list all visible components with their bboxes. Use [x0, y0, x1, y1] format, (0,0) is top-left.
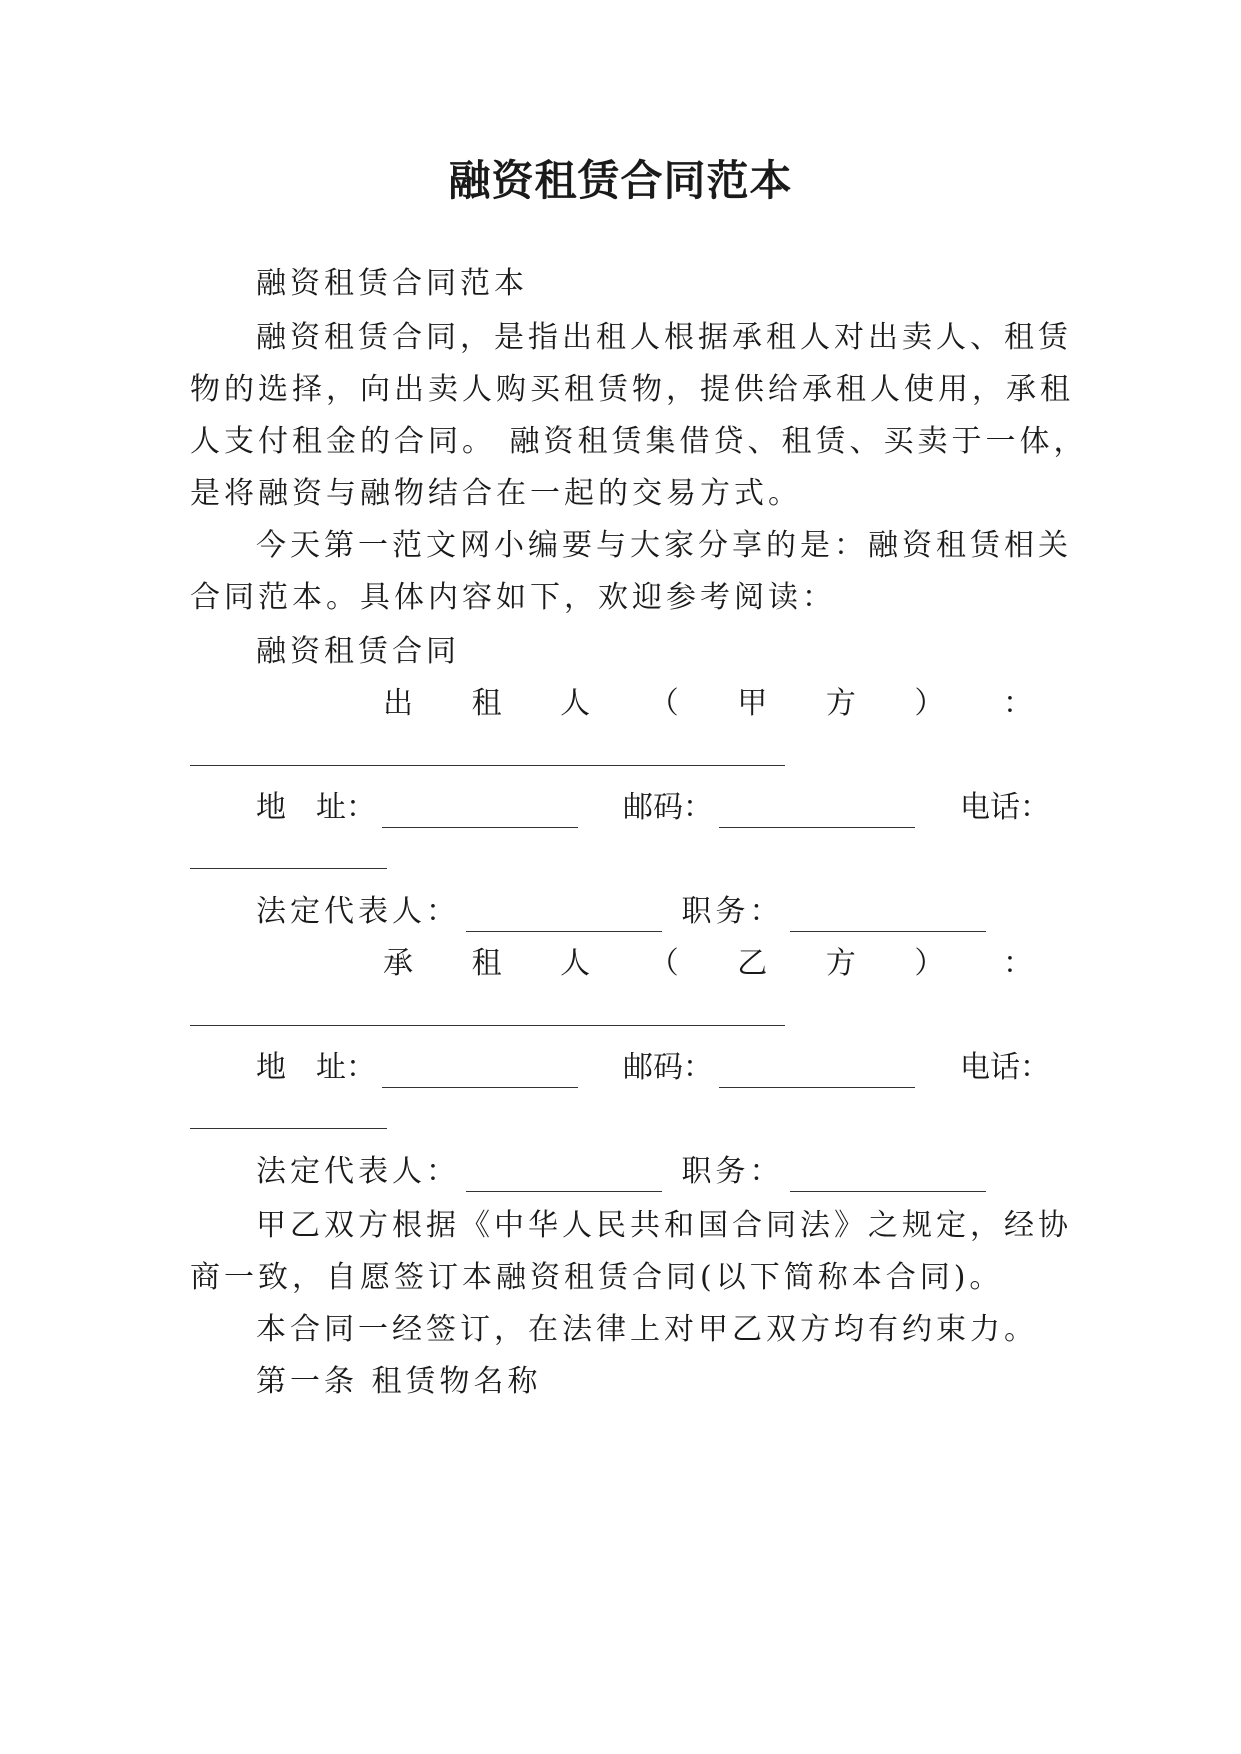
lessor-label	[383, 684, 1033, 724]
lessee-legal-row	[256, 1152, 992, 1192]
paragraph-line: 商一致，自愿签订本融资租赁合同(以下简称本合同)。	[190, 1260, 1004, 1295]
lessee-char: ）	[914, 946, 945, 981]
document-title: 融资租赁合同范本	[448, 156, 793, 205]
phone-blank[interactable]	[190, 868, 387, 869]
lessee-char: （	[648, 946, 679, 981]
paragraph-heading: 融资租赁合同范本	[256, 266, 528, 301]
lessor-char: （	[648, 686, 679, 721]
lessee-char: ：	[1002, 946, 1033, 981]
phone-label: 电话：	[960, 1050, 1050, 1085]
lessee-contact-row	[256, 1048, 1050, 1088]
contract-heading: 融资租赁合同	[256, 634, 460, 669]
position-label: 职务：	[681, 1154, 784, 1189]
lessor-char: ）	[914, 686, 945, 721]
paragraph-line: 融资租赁合同，是指出租人根据承租人对出卖人、租赁	[256, 320, 1072, 355]
paragraph-line: 今天第一范文网小编要与大家分享的是：融资租赁相关	[256, 528, 1072, 563]
phone-blank[interactable]	[190, 1128, 387, 1129]
lessee-label	[383, 944, 1033, 984]
legal-rep-label: 法定代表人：	[256, 1154, 460, 1189]
paragraph-line: 本合同一经签订，在法律上对甲乙双方均有约束力。	[256, 1312, 1038, 1347]
postcode-blank[interactable]	[719, 799, 915, 828]
position-blank[interactable]	[790, 1163, 986, 1192]
postcode-label: 邮码：	[623, 1050, 713, 1085]
postcode-label: 邮码：	[623, 790, 713, 825]
phone-label: 电话：	[960, 790, 1050, 825]
lessee-char: 人	[560, 946, 591, 981]
lessor-contact-row	[256, 788, 1050, 828]
address-field	[256, 788, 584, 828]
paragraph-line: 物的选择，向出卖人购买租赁物，提供给承租人使用，承租	[190, 372, 1074, 407]
article-heading: 第一条 租赁物名称	[256, 1364, 542, 1399]
lessee-char: 方	[825, 946, 856, 981]
lessor-char: ：	[1002, 686, 1033, 721]
paragraph-line: 是将融资与融物结合在一起的交易方式。	[190, 476, 802, 511]
lessee-char: 乙	[737, 946, 768, 981]
address-blank[interactable]	[382, 799, 578, 828]
lessee-name-blank[interactable]	[190, 1025, 785, 1026]
paragraph-line: 甲乙双方根据《中华人民共和国合同法》之规定，经协	[256, 1208, 1072, 1243]
lessor-name-blank[interactable]	[190, 765, 785, 766]
address-field	[256, 1048, 584, 1088]
lessor-char: 租	[471, 686, 502, 721]
address-label: 地 址：	[256, 790, 376, 825]
postcode-field	[623, 1048, 921, 1088]
lessor-char: 方	[825, 686, 856, 721]
lessor-char: 出	[383, 686, 413, 721]
postcode-field	[623, 788, 921, 828]
position-label: 职务：	[681, 894, 784, 929]
position-blank[interactable]	[790, 903, 986, 932]
postcode-blank[interactable]	[719, 1059, 915, 1088]
address-blank[interactable]	[382, 1059, 578, 1088]
lessee-char: 租	[471, 946, 502, 981]
legal-rep-blank[interactable]	[466, 903, 662, 932]
address-label: 地 址：	[256, 1050, 376, 1085]
paragraph-line: 合同范本。具体内容如下，欢迎参考阅读：	[190, 580, 836, 615]
paragraph-line: 人支付租金的合同。 融资租赁集借贷、租赁、买卖于一体，	[190, 424, 1088, 459]
lessee-char: 承	[383, 946, 413, 981]
lessor-legal-row	[256, 892, 992, 932]
lessor-char: 人	[560, 686, 591, 721]
legal-rep-label: 法定代表人：	[256, 894, 460, 929]
lessor-char: 甲	[737, 686, 768, 721]
legal-rep-blank[interactable]	[466, 1163, 662, 1192]
